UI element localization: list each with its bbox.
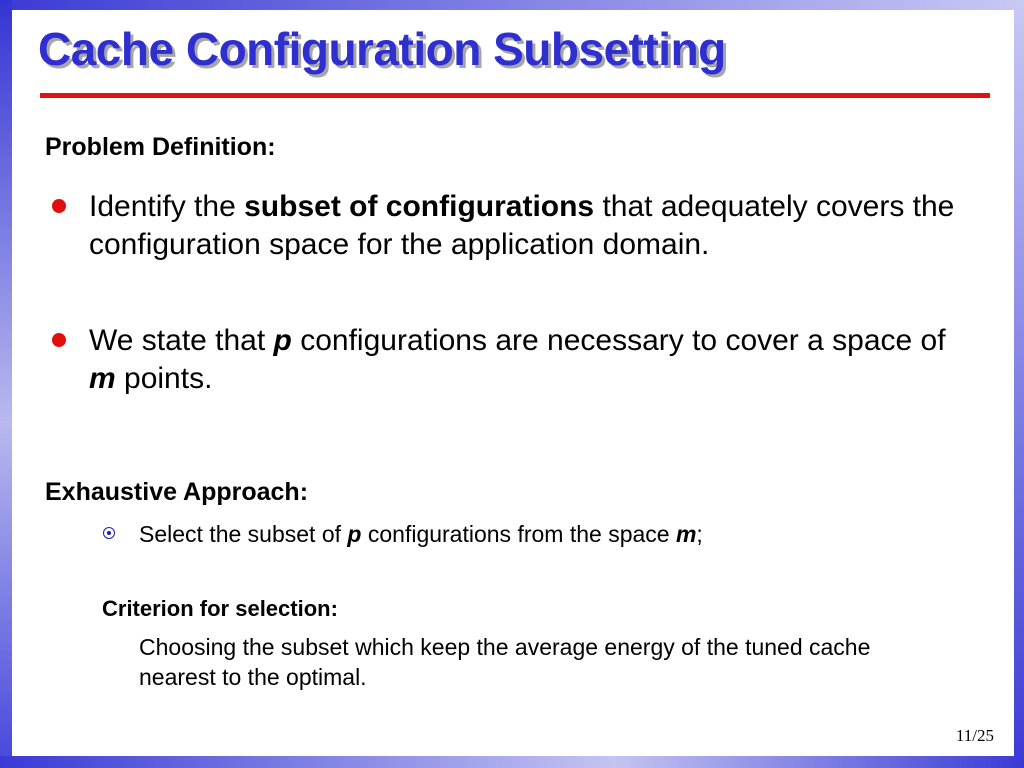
variable-m: m xyxy=(675,521,697,547)
exhaustive-item-post: ; xyxy=(696,521,703,547)
criterion-text: Choosing the subset which keep the average energy of the tuned cache nearest to the optimal. xyxy=(139,634,871,690)
variable-p: p xyxy=(347,521,362,547)
frame-left-border xyxy=(0,0,12,768)
variable-p: p xyxy=(273,324,292,357)
problem-bullet-1 xyxy=(89,188,959,264)
red-disc-bullet-icon xyxy=(52,333,66,347)
problem-bullet-2-post: points. xyxy=(115,362,213,395)
problem-bullet-1-post: that adequately covers the configuration space for the application domain. xyxy=(89,190,955,261)
exhaustive-item xyxy=(139,519,979,549)
frame-bottom-border xyxy=(0,756,1024,768)
frame-top-border xyxy=(0,0,1024,10)
red-disc-bullet-icon xyxy=(52,199,66,213)
exhaustive-item-mid: configurations from the space xyxy=(361,521,676,547)
criterion-heading: Criterion for selection: xyxy=(102,596,338,621)
exhaustive-approach-heading: Exhaustive Approach: xyxy=(45,478,309,506)
problem-bullet-2 xyxy=(89,322,959,398)
page-number: 11/25 xyxy=(955,726,994,745)
exhaustive-item-pre: Select the subset of xyxy=(139,521,348,547)
problem-bullet-2-pre: We state that xyxy=(89,324,274,357)
problem-bullet-1-emphasis: subset of configurations xyxy=(244,190,595,223)
slide-title: Cache Configuration Subsetting xyxy=(38,23,726,75)
problem-bullet-2-mid: configurations are necessary to cover a space of xyxy=(291,324,946,357)
problem-definition-heading: Problem Definition: xyxy=(45,133,276,161)
frame-right-border xyxy=(1014,0,1024,768)
title-underline xyxy=(40,93,990,98)
problem-bullet-1-pre: Identify the xyxy=(89,190,245,223)
circled-dot-bullet-icon xyxy=(103,527,115,539)
variable-m: m xyxy=(89,362,116,395)
